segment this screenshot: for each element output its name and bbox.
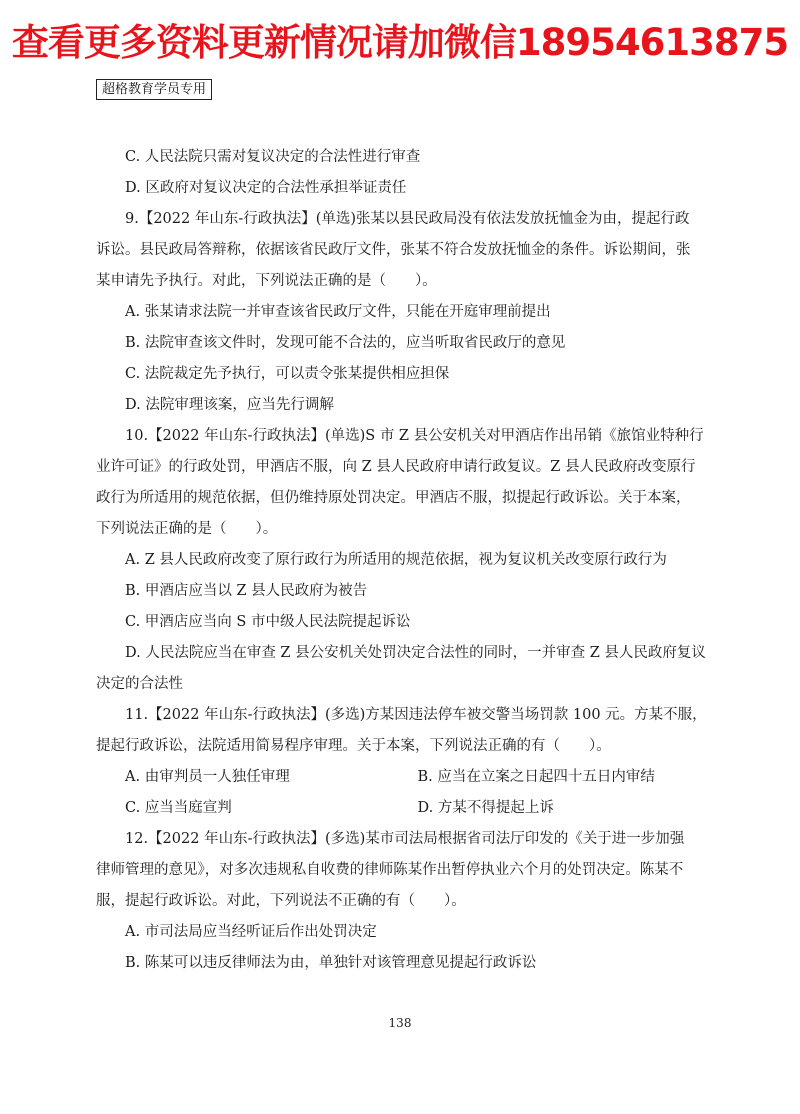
option-c: C. 人民法院只需对复议决定的合法性进行审查 [125, 149, 421, 165]
question-10-option-b: B. 甲酒店应当以 Z 县人民政府为被告 [125, 583, 368, 599]
question-9-stem-cont: 某申请先予执行。对此，下列说法正确的是（ ）。 [96, 273, 437, 289]
question-9-option-c: C. 法院裁定先予执行，可以责令张某提供相应担保 [125, 366, 450, 382]
question-9-stem: 9.【2022 年山东-行政执法】(单选)张某以县民政局没有依法发放抚恤金为由，提起行政 [125, 211, 690, 227]
option-d: D. 区政府对复议决定的合法性承担举证责任 [125, 180, 407, 196]
question-10-option-d-cont: 决定的合法性 [96, 676, 183, 692]
question-12-option-a: A. 市司法局应当经听证后作出处罚决定 [125, 924, 377, 940]
question-11-stem: 11.【2022 年山东-行政执法】(多选)方某因违法停车被交警当场罚款 100 元。方某不服， [125, 707, 707, 723]
question-10-option-a: A. Z 县人民政府改变了原行政行为所适用的规范依据，视为复议机关改变原行政行为 [125, 552, 667, 568]
question-10-stem-cont: 业许可证》的行政处罚，甲酒店不服，向 Z 县人民政府申请行政复议。Z 县人民政府改变原行 [96, 459, 696, 475]
question-11-options-row-1 [96, 762, 710, 793]
question-12-stem: 12.【2022 年山东-行政执法】(多选)某市司法局根据省司法厅印发的《关于进一步加强 [125, 831, 685, 847]
question-10-stem: 10.【2022 年山东-行政执法】(单选)S 市 Z 县公安机关对甲酒店作出吊销《旅馆业特种行 [125, 428, 704, 444]
banner-text: 查看更多资料更新情况请加微信18954613875 [11, 20, 789, 64]
page-number: 138 [388, 1016, 412, 1030]
question-12-stem-cont: 服，提起行政诉讼。对此，下列说法不正确的有（ ）。 [96, 893, 466, 909]
question-10-option-c: C. 甲酒店应当向 S 市中级人民法院提起诉讼 [125, 614, 411, 630]
question-11-option-b: B. 应当在立案之日起四十五日内审结 [417, 769, 655, 785]
question-9-stem-cont: 诉讼。县民政局答辩称，依据该省民政厅文件，张某不符合发放抚恤金的条件。诉讼期间，张 [96, 242, 691, 258]
question-9-option-d: D. 法院审理该案，应当先行调解 [125, 397, 334, 413]
question-10-option-d: D. 人民法院应当在审查 Z 县公安机关处罚决定合法性的同时，一并审查 Z 县人民政府复议 [125, 645, 706, 661]
question-11-option-c: C. 应当当庭宣判 [125, 800, 232, 816]
question-10-stem-cont: 下列说法正确的是（ ）。 [96, 521, 278, 537]
question-11-option-a: A. 由审判员一人独任审理 [125, 769, 290, 785]
student-only-tag: 超格教育学员专用 [96, 79, 212, 100]
question-12-stem-cont: 律师管理的意见》，对多次违规私自收费的律师陈某作出暂停执业六个月的处罚决定。陈某不 [96, 862, 684, 878]
question-9-option-b: B. 法院审查该文件时，发现可能不合法的，应当听取省民政厅的意见 [125, 335, 566, 351]
question-12-option-b: B. 陈某可以违反律师法为由，单独针对该管理意见提起行政诉讼 [125, 955, 537, 971]
question-11-options-row-2 [96, 793, 710, 824]
question-10-stem-cont: 政行为所适用的规范依据，但仍维持原处罚决定。甲酒店不服，拟提起行政诉讼。关于本案， [96, 490, 691, 506]
document-body [96, 142, 710, 979]
question-9-option-a: A. 张某请求法院一并审查该省民政厅文件，只能在开庭审理前提出 [125, 304, 551, 320]
question-11-stem-cont: 提起行政诉讼，法院适用简易程序审理。关于本案，下列说法正确的有（ ）。 [96, 738, 611, 754]
contact-banner [11, 18, 789, 66]
question-11-option-d: D. 方某不得提起上诉 [417, 800, 554, 816]
